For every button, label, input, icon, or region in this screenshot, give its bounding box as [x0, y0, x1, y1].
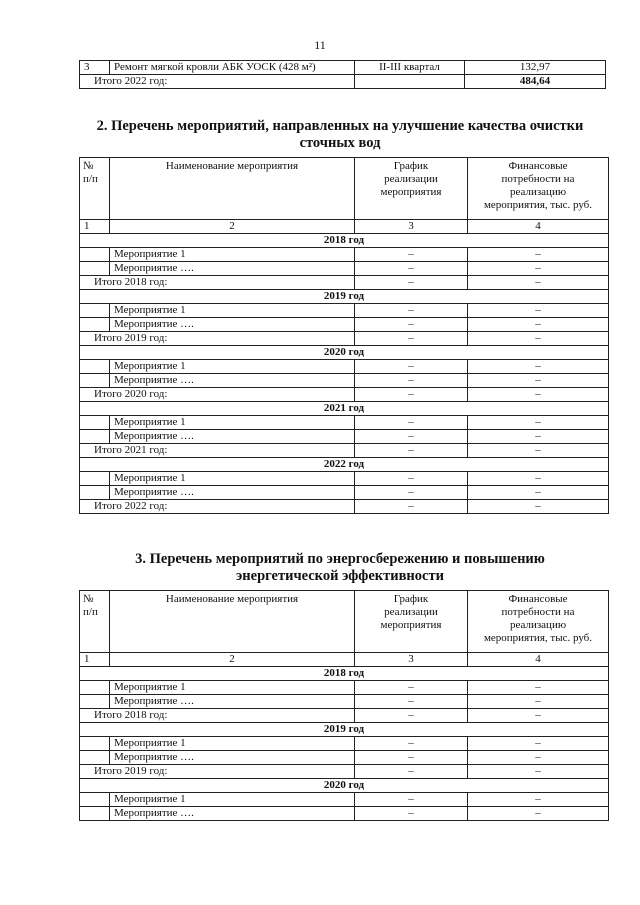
table-row [80, 486, 609, 500]
measure-schedule: – [355, 695, 468, 709]
total-row [80, 388, 609, 402]
measure-cost: – [468, 374, 609, 388]
table-row [80, 807, 609, 821]
row-schedule: II-III квартал [355, 61, 465, 75]
column-number: 4 [468, 220, 609, 234]
table-row [80, 751, 609, 765]
measure-schedule: – [355, 304, 468, 318]
year-label: 2020 год [80, 779, 609, 793]
measure-schedule: – [355, 248, 468, 262]
section2-table [79, 157, 609, 514]
year-label: 2018 год [80, 234, 609, 248]
total-label: Итого 2019 год: [80, 332, 355, 346]
year-row [80, 458, 609, 472]
measure-cost: – [468, 430, 609, 444]
measure-name: Мероприятие 1 [110, 304, 355, 318]
measure-cost: – [468, 304, 609, 318]
year-label: 2019 год [80, 290, 609, 304]
measure-schedule: – [355, 416, 468, 430]
year-label: 2018 год [80, 667, 609, 681]
year-label: 2021 год [80, 402, 609, 416]
column-numbers-row [80, 220, 609, 234]
table-row [80, 793, 609, 807]
column-number: 3 [355, 220, 468, 234]
total-label: Итого 2022 год: [80, 75, 355, 89]
measure-name: Мероприятие 1 [110, 793, 355, 807]
year-row [80, 346, 609, 360]
total-row [80, 332, 609, 346]
measure-schedule: – [355, 318, 468, 332]
measure-cost: – [468, 318, 609, 332]
total-row [80, 444, 609, 458]
total-label: Итого 2021 год: [80, 444, 355, 458]
year-label: 2019 год [80, 723, 609, 737]
table-row [80, 61, 606, 75]
total-schedule: – [355, 765, 468, 779]
year-row [80, 402, 609, 416]
section3-table [79, 590, 609, 821]
measure-schedule: – [355, 681, 468, 695]
header-num: № п/п [80, 591, 110, 653]
section3-title: 3. Перечень мероприятий по энергосбережению и повышению энергетической эффективности [135, 551, 545, 584]
table-row [80, 248, 609, 262]
measure-name: Мероприятие …. [110, 318, 355, 332]
row-cost: 132,97 [465, 61, 606, 75]
column-number: 1 [80, 220, 110, 234]
table-row [80, 262, 609, 276]
measure-cost: – [468, 248, 609, 262]
measure-schedule: – [355, 374, 468, 388]
measure-cost: – [468, 262, 609, 276]
year-row [80, 290, 609, 304]
measure-name: Мероприятие 1 [110, 681, 355, 695]
total-schedule: – [355, 709, 468, 723]
total-cost: – [468, 765, 609, 779]
page-number: 11 [314, 38, 326, 52]
year-label: 2022 год [80, 458, 609, 472]
header-name: Наименование мероприятия [110, 591, 355, 653]
top-table [79, 60, 606, 89]
measure-schedule: – [355, 807, 468, 821]
total-row [80, 276, 609, 290]
total-row [80, 709, 609, 723]
total-cost: – [468, 388, 609, 402]
measure-schedule: – [355, 751, 468, 765]
year-row [80, 779, 609, 793]
total-cost: – [468, 276, 609, 290]
table-row [80, 374, 609, 388]
column-number: 2 [110, 220, 355, 234]
year-row [80, 234, 609, 248]
total-cost: – [468, 444, 609, 458]
table-row [80, 681, 609, 695]
row-number: 3 [80, 61, 110, 75]
measure-name: Мероприятие …. [110, 751, 355, 765]
measure-name: Мероприятие …. [110, 486, 355, 500]
header-row [80, 158, 609, 220]
total-schedule: – [355, 444, 468, 458]
year-row [80, 723, 609, 737]
total-schedule: – [355, 276, 468, 290]
header-finance: Финансовые потребности на реализацию мероприятия, тыс. руб. [468, 591, 609, 653]
header-schedule: График реализации мероприятия [355, 591, 468, 653]
table-row [80, 430, 609, 444]
table-row [80, 695, 609, 709]
table-row [80, 416, 609, 430]
table-row [80, 472, 609, 486]
measure-cost: – [468, 695, 609, 709]
total-row [80, 75, 606, 89]
header-schedule: График реализации мероприятия [355, 158, 468, 220]
total-schedule: – [355, 388, 468, 402]
total-label: Итого 2019 год: [80, 765, 355, 779]
measure-schedule: – [355, 472, 468, 486]
measure-name: Мероприятие 1 [110, 248, 355, 262]
measure-schedule: – [355, 737, 468, 751]
measure-name: Мероприятие …. [110, 807, 355, 821]
measure-cost: – [468, 681, 609, 695]
measure-cost: – [468, 751, 609, 765]
total-cost: – [468, 709, 609, 723]
year-row [80, 667, 609, 681]
total-cost: – [468, 332, 609, 346]
column-number: 4 [468, 653, 609, 667]
measure-name: Мероприятие …. [110, 262, 355, 276]
header-name: Наименование мероприятия [110, 158, 355, 220]
total-schedule: – [355, 332, 468, 346]
measure-cost: – [468, 416, 609, 430]
total-schedule: – [355, 500, 468, 514]
measure-schedule: – [355, 262, 468, 276]
measure-cost: – [468, 486, 609, 500]
total-row [80, 500, 609, 514]
measure-cost: – [468, 793, 609, 807]
measure-name: Мероприятие 1 [110, 360, 355, 374]
row-name: Ремонт мягкой кровли АБК УОСК (428 м²) [110, 61, 355, 75]
measure-name: Мероприятие 1 [110, 472, 355, 486]
measure-name: Мероприятие 1 [110, 737, 355, 751]
measure-schedule: – [355, 360, 468, 374]
column-number: 1 [80, 653, 110, 667]
table-row [80, 318, 609, 332]
measure-name: Мероприятие …. [110, 374, 355, 388]
total-label: Итого 2020 год: [80, 388, 355, 402]
year-label: 2020 год [80, 346, 609, 360]
header-finance: Финансовые потребности на реализацию мероприятия, тыс. руб. [468, 158, 609, 220]
measure-name: Мероприятие …. [110, 695, 355, 709]
column-numbers-row [80, 653, 609, 667]
total-label: Итого 2018 год: [80, 709, 355, 723]
measure-cost: – [468, 807, 609, 821]
table-row [80, 360, 609, 374]
section2-title: 2. Перечень мероприятий, направленных на улучшение качества очистки сточных вод [96, 118, 584, 151]
table-row [80, 304, 609, 318]
header-row [80, 591, 609, 653]
measure-cost: – [468, 472, 609, 486]
measure-schedule: – [355, 486, 468, 500]
column-number: 3 [355, 653, 468, 667]
measure-cost: – [468, 360, 609, 374]
table-row [80, 737, 609, 751]
total-cost: 484,64 [465, 75, 606, 89]
total-label: Итого 2018 год: [80, 276, 355, 290]
measure-name: Мероприятие …. [110, 430, 355, 444]
column-number: 2 [110, 653, 355, 667]
measure-schedule: – [355, 430, 468, 444]
measure-cost: – [468, 737, 609, 751]
total-row [80, 765, 609, 779]
measure-schedule: – [355, 793, 468, 807]
total-cost: – [468, 500, 609, 514]
header-num: № п/п [80, 158, 110, 220]
total-label: Итого 2022 год: [80, 500, 355, 514]
measure-name: Мероприятие 1 [110, 416, 355, 430]
